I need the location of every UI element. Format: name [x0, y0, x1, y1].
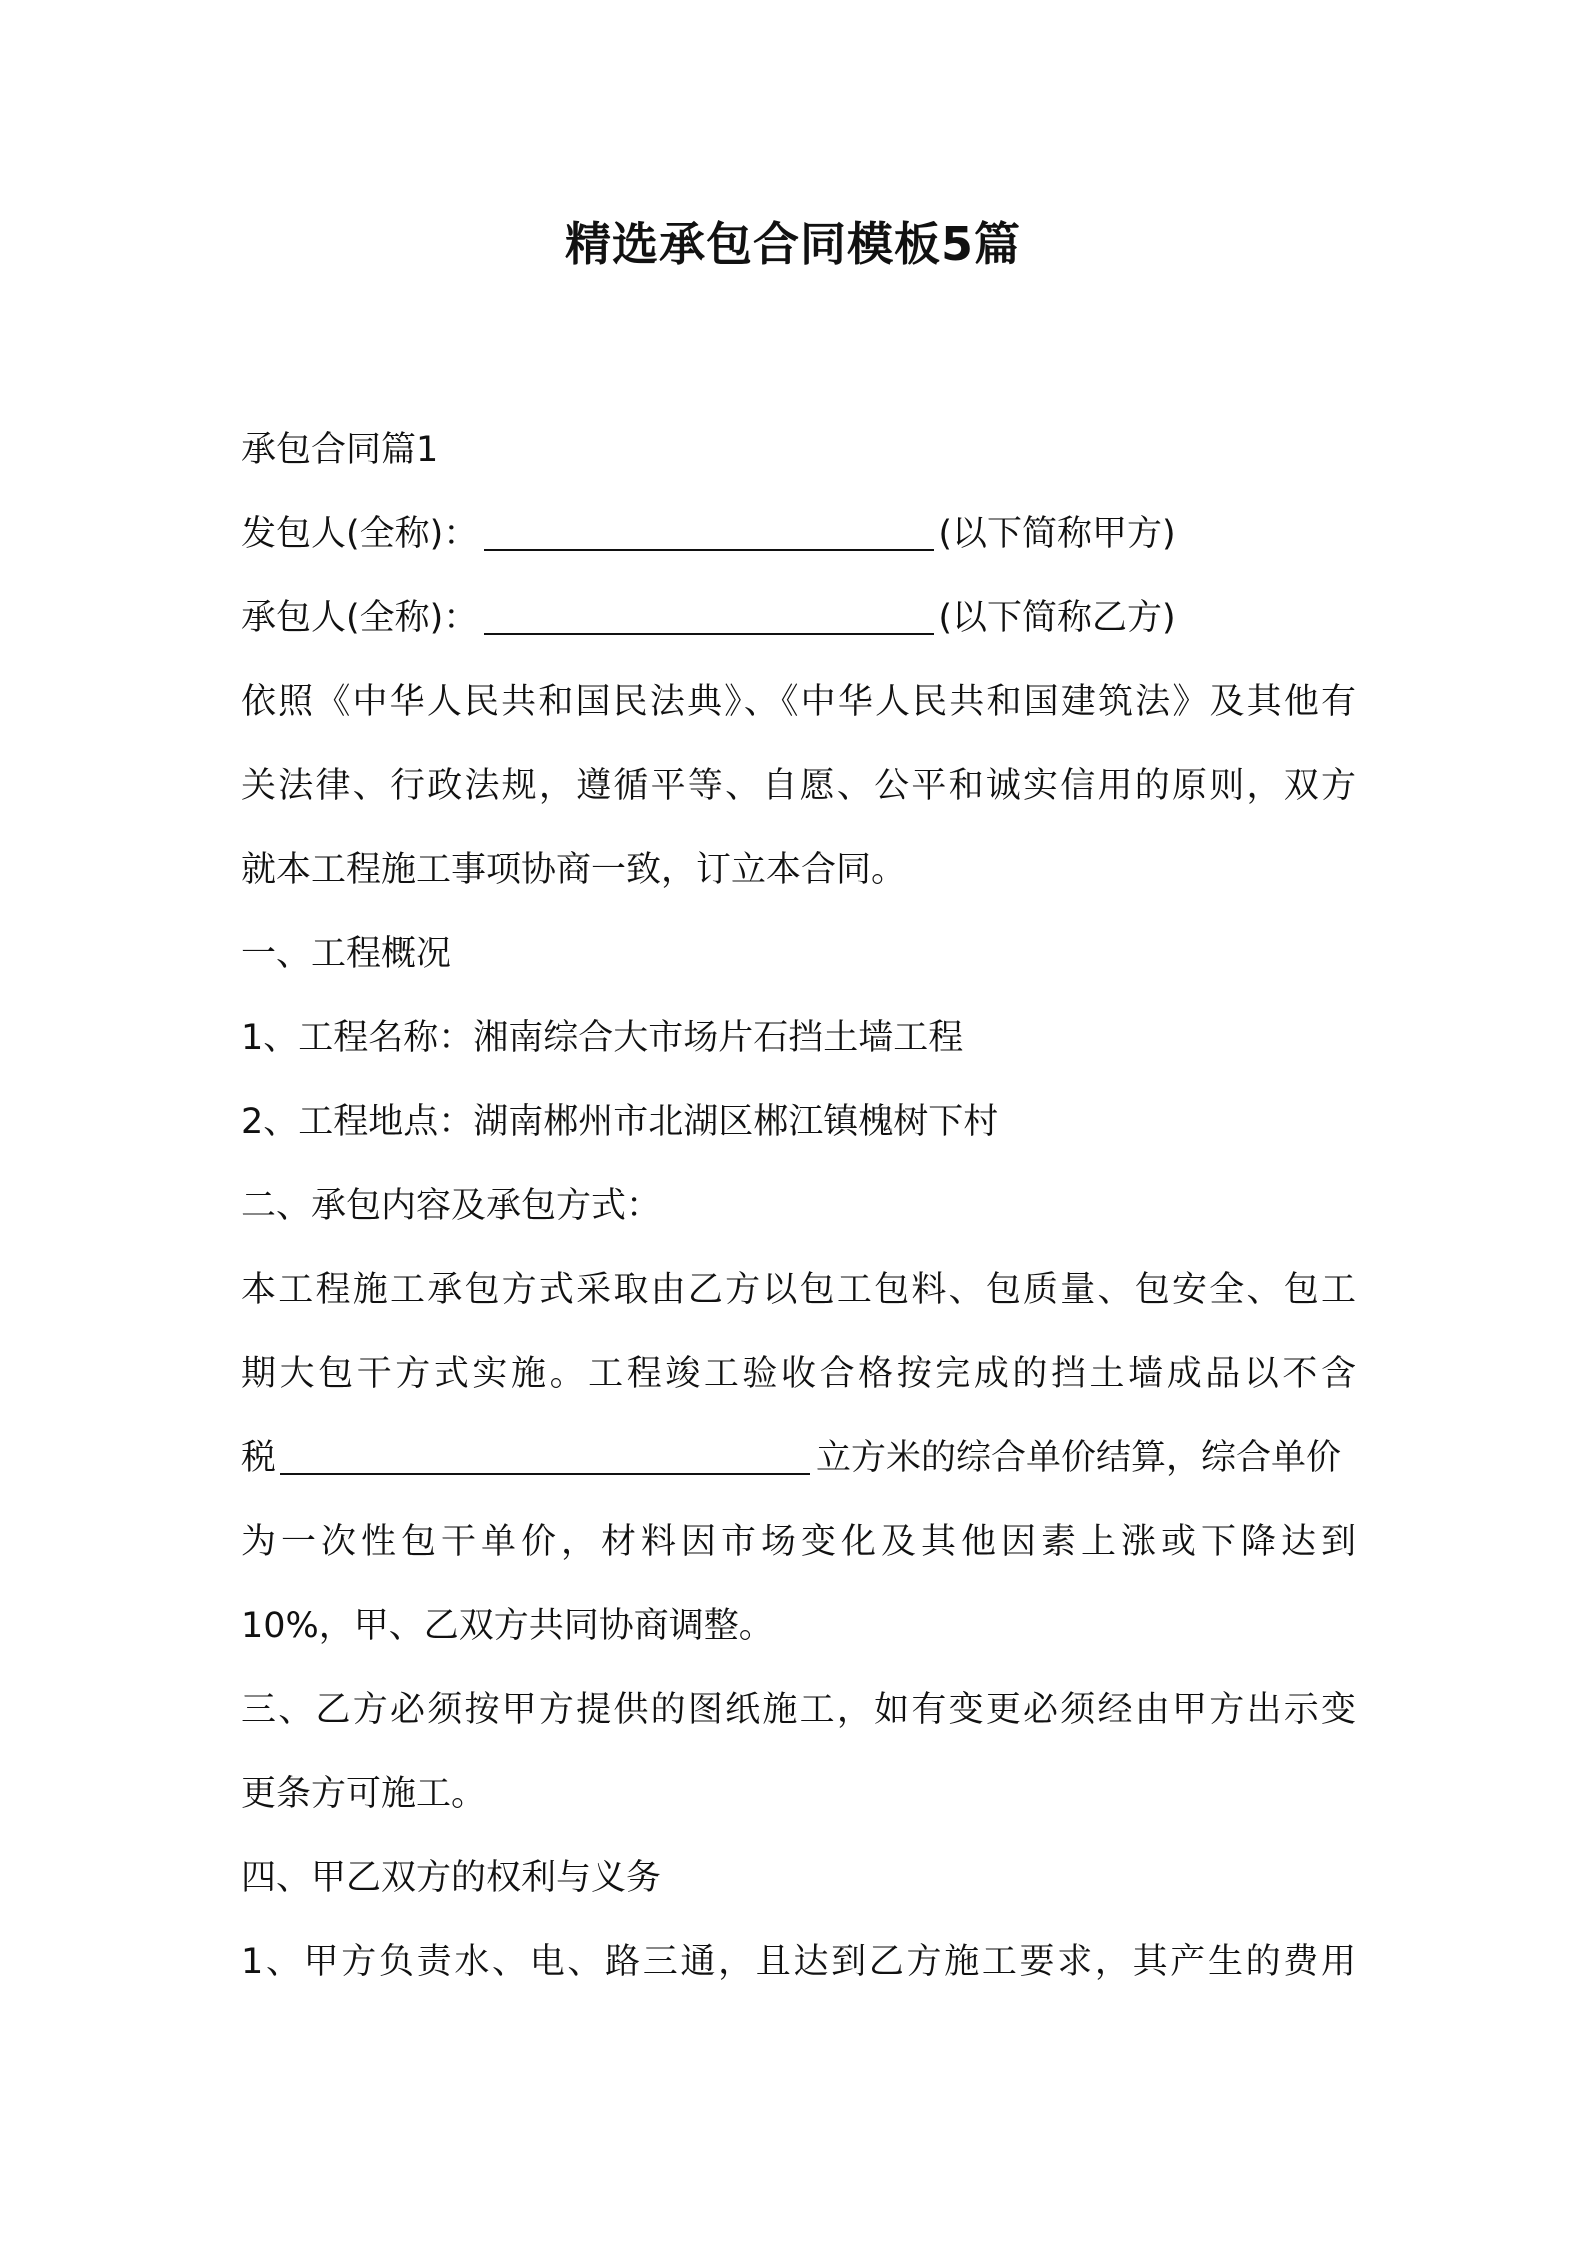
party-b-line	[241, 576, 1356, 660]
intro-line: 就本工程施工事项协商一致，订立本合同。	[241, 850, 907, 890]
party-a-suffix: (以下简称甲方)	[938, 514, 1176, 554]
party-a-label: 发包人(全称)：	[241, 514, 479, 554]
section-2-heading: 二、承包内容及承包方式：	[241, 1186, 662, 1226]
section-heading: 承包合同篇1	[241, 430, 439, 470]
section-1-heading: 一、工程概况	[241, 934, 452, 974]
project-name: 1、工程名称：湘南综合大市场片石挡土墙工程	[241, 1018, 964, 1058]
party-b-suffix: (以下简称乙方)	[938, 598, 1176, 638]
section-2-line: 为一次性包干单价，材料因市场变化及其他因素上涨或下降达到	[241, 1522, 1356, 1562]
document-body	[241, 408, 1356, 2004]
price-suffix: 立方米的综合单价结算，综合单价	[816, 1438, 1342, 1478]
section-2-line: 本工程施工承包方式采取由乙方以包工包料、包质量、包安全、包工	[241, 1270, 1356, 1310]
section-2-price-line	[241, 1416, 1356, 1500]
intro-line: 关法律、行政法规，遵循平等、自愿、公平和诚实信用的原则，双方	[241, 766, 1356, 806]
party-b-blank	[484, 599, 934, 635]
party-b-label: 承包人(全称)：	[241, 598, 479, 638]
section-4-heading: 四、甲乙双方的权利与义务	[241, 1858, 662, 1898]
intro-line: 依照《中华人民共和国民法典》、《中华人民共和国建筑法》及其他有	[241, 682, 1356, 722]
price-prefix: 税	[241, 1438, 277, 1478]
section-2-line: 10%，甲、乙双方共同协商调整。	[241, 1606, 774, 1646]
section-3-line: 三、乙方必须按甲方提供的图纸施工，如有变更必须经由甲方出示变	[241, 1690, 1356, 1730]
party-a-blank	[484, 515, 934, 551]
party-a-line	[241, 492, 1356, 576]
section-4-item: 1、甲方负责水、电、路三通，且达到乙方施工要求，其产生的费用	[241, 1942, 1356, 1982]
price-blank	[280, 1439, 810, 1475]
project-location: 2、工程地点：湖南郴州市北湖区郴江镇槐树下村	[241, 1102, 999, 1142]
document-title: 精选承包合同模板5篇	[564, 217, 1021, 271]
section-2-line: 期大包干方式实施。工程竣工验收合格按完成的挡土墙成品以不含	[241, 1354, 1356, 1394]
section-3-line: 更条方可施工。	[241, 1774, 487, 1814]
